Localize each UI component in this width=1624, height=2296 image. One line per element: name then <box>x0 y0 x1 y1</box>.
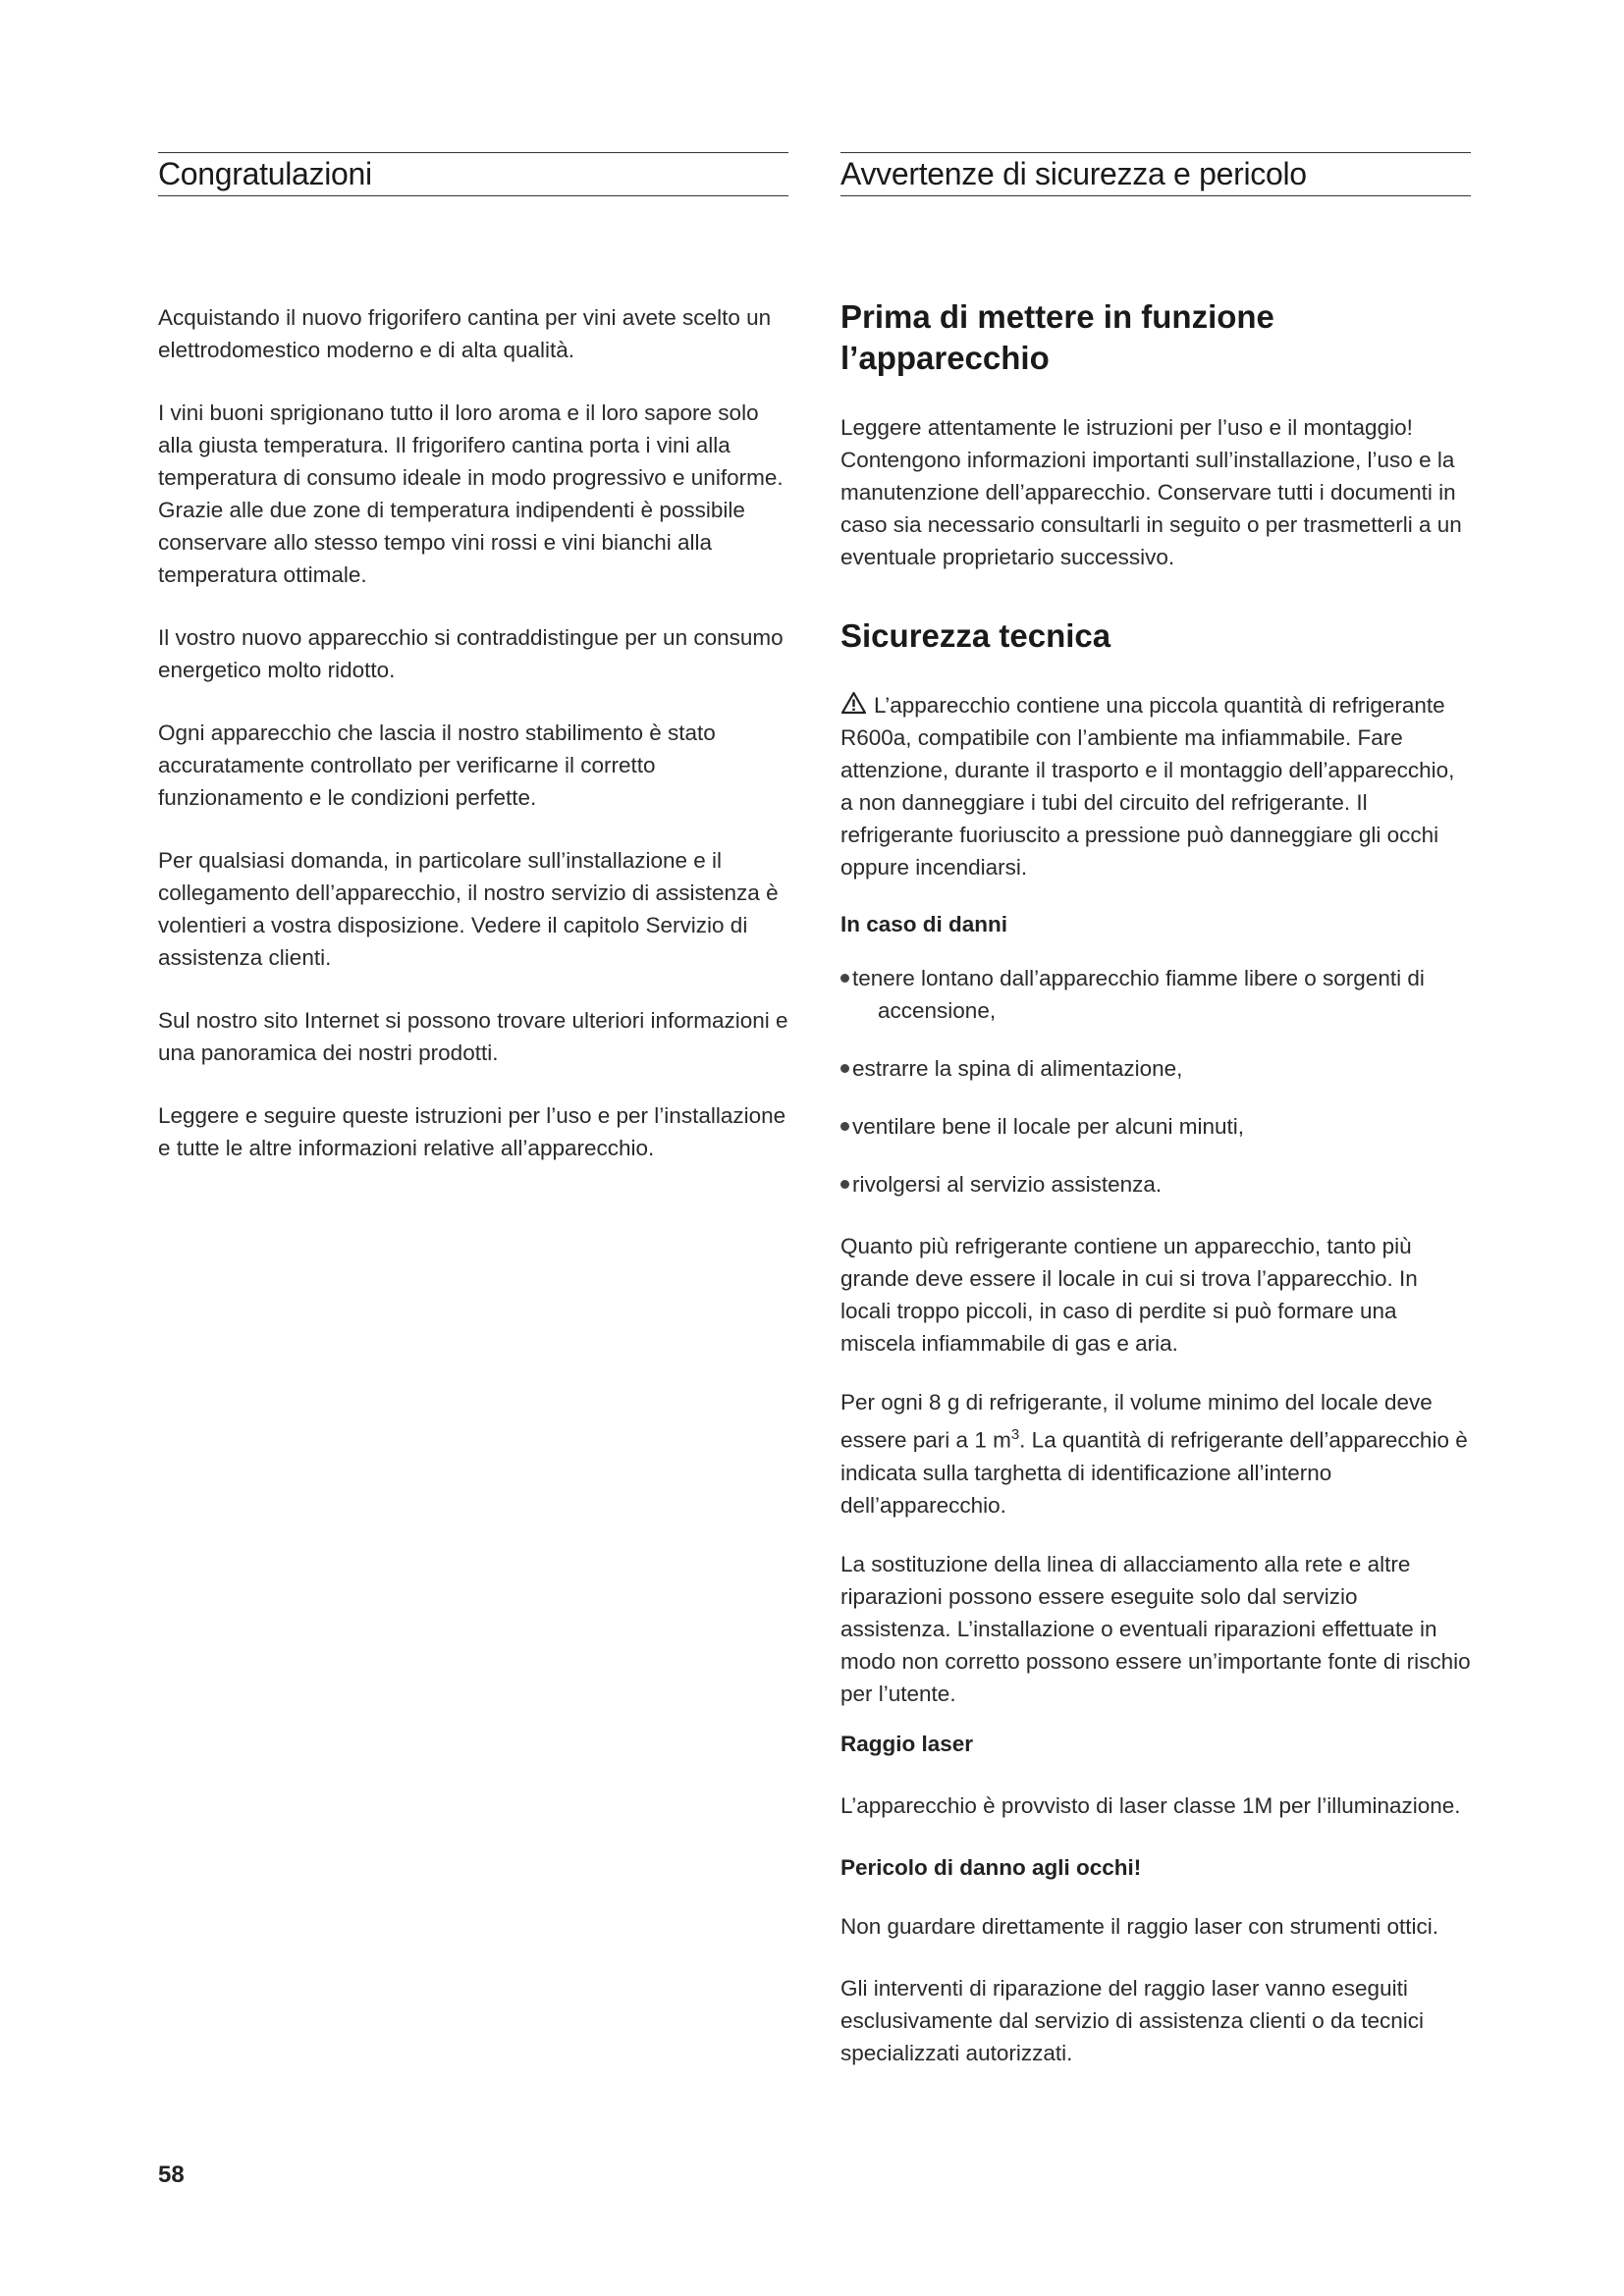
warning-triangle-icon <box>840 691 867 715</box>
page-number: 58 <box>158 2162 185 2188</box>
laser-paragraph: L’apparecchio è provvisto di laser classe 1M per l’illuminazione. <box>840 1792 1461 1818</box>
room-volume-paragraph: Per ogni 8 g di refrigerante, il volume minimo del locale deve essere pari a 1 $m^3$. La quantità di refrigerante dell’apparecchio è indicata sulla targhetta di identificazione all’interno dell’apparecchio. <box>840 1390 1468 1518</box>
section-heading-avvertenze: Avvertenze di sicurezza e pericolo <box>840 152 1471 196</box>
superscript-three: 3 <box>1010 1426 1020 1443</box>
before-use-title: Prima di mettere in funzione l’apparecchio <box>840 298 1274 376</box>
bullet-icon <box>840 1122 849 1131</box>
refrigerant-warning-text: L’apparecchio contiene una piccola quantità di refrigerante R600a, compatibile con l’ambiente ma infiammabile. Fare attenzione, durante il trasporto e il montaggio dell’apparecchio, a non danneggiare i tubi del circuito del refrigerante. Il refrigerante fuoriuscito a pressione può danneggiare gli occhi oppure incendiarsi. <box>840 693 1455 880</box>
energy-paragraph: Il vostro nuovo apparecchio si contraddistingue per un consumo energetico molto ridotto. <box>158 625 784 682</box>
repair-paragraph: La sostituzione della linea di allacciamento alla rete e altre riparazioni possono essere eseguite solo dal servizio assistenza. L’installazione o eventuali riparazioni effettuate in modo non corretto possono essere un’importante fonte di rischio per l’utente. <box>840 1551 1471 1706</box>
left-column <box>158 152 788 1164</box>
list-item: estrarre la spina di alimentazione, <box>840 1052 1471 1085</box>
service-paragraph: Per qualsiasi domanda, in particolare sull’installazione e il collegamento dell’apparecchio, il nostro servizio di assistenza è volentieri a vostra disposizione. Vedere il capitolo Servizio di assistenza clienti. <box>158 848 779 970</box>
laser-repair-paragraph: Gli interventi di riparazione del raggio laser vanno eseguiti esclusivamente dal servizio di assistenza clienti o da tecnici specializzati autorizzati. <box>840 1975 1425 2065</box>
before-use-paragraph: Leggere attentamente le istruzioni per l’uso e il montaggio! Contengono informazioni importanti sull’installazione, l’uso e la manutenzione dell’apparecchio. Conservare tutti i documenti in caso sia necessario consultarli in seguito o per trasmetterli a un eventuale proprietario successivo. <box>840 415 1462 569</box>
laser-heading: Raggio laser <box>840 1731 974 1756</box>
right-column <box>840 152 1471 2069</box>
section-heading-congratulazioni: Congratulazioni <box>158 152 788 196</box>
intro-paragraph: Acquistando il nuovo frigorifero cantina per vini avete scelto un elettrodomestico moderno e di alta qualità. <box>158 305 772 362</box>
refrigerant-warning-paragraph <box>840 689 1471 883</box>
wine-temperature-paragraph: I vini buoni sprigionano tutto il loro aroma e il loro sapore solo alla giusta temperatura. Il frigorifero cantina porta i vini alla temperatura di consumo ideale in modo progressivo e uniforme. Grazie alle due zone di temperatura indipendenti è possibile conservare allo stesso tempo vini rossi e vini bianchi alla temperatura ottimale. <box>158 400 784 587</box>
technical-safety-title: Sicurezza tecnica <box>840 617 1111 654</box>
eye-danger-paragraph: Non guardare direttamente il raggio laser con strumenti ottici. <box>840 1913 1439 1939</box>
bullet-icon <box>840 974 849 983</box>
eye-danger-heading: Pericolo di danno agli occhi! <box>840 1854 1142 1880</box>
quality-control-paragraph: Ogni apparecchio che lascia il nostro stabilimento è stato accuratamente controllato per verificarne il corretto funzionamento e le condizioni perfette. <box>158 721 716 810</box>
bullet-icon <box>840 1180 849 1189</box>
list-item: ventilare bene il locale per alcuni minuti, <box>840 1110 1471 1143</box>
damage-heading: In caso di danni <box>840 912 1008 936</box>
list-item: tenere lontano dall’apparecchio fiamme libere o sorgenti di accensione, <box>840 962 1471 1027</box>
list-item: rivolgersi al servizio assistenza. <box>840 1168 1471 1201</box>
room-size-paragraph: Quanto più refrigerante contiene un apparecchio, tanto più grande deve essere il locale in cui si trova l’apparecchio. In locali troppo piccoli, in caso di perdite si può formare una miscela infiammabile di gas e aria. <box>840 1234 1418 1356</box>
bullet-icon <box>840 1064 849 1073</box>
instructions-paragraph: Leggere e seguire queste istruzioni per l’uso e per l’installazione e tutte le altre informazioni relative all’apparecchio. <box>158 1103 786 1160</box>
website-paragraph: Sul nostro sito Internet si possono trovare ulteriori informazioni e una panoramica dei nostri prodotti. <box>158 1008 788 1065</box>
